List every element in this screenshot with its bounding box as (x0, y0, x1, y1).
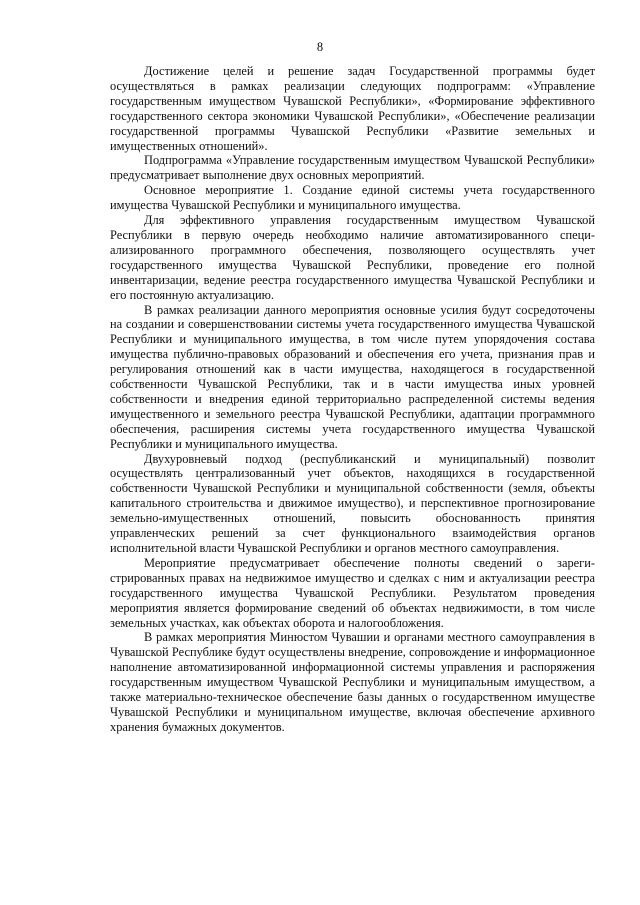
paragraph-two-level-approach: Двухуровневый подход (республиканский и муниципальный) позволит осуществлять централизованный учет объектов, находящихся в государственной собственности Чувашской Республики и муниципальной собственности (земля, объекты капитального строительства и движимое имущество), и перспективное прогнозирование земельно-имущественных отношений, повысить обоснованность принятия управленческих решений за счет функционального взаимодействия органов исполнительной власти Чувашской Республики и органов местного самоуправления. (110, 451, 595, 555)
page-number: 8 (316, 40, 324, 54)
paragraph-subprogram-intro: Подпрограмма «Управление государственным имуществом Чувашской Республики» предусматривает выполнение двух основных мероприятий. (110, 153, 595, 183)
paragraph-main-activity-1: Основное мероприятие 1. Создание единой системы учета государственного имущества Чувашской Республики и муниципального имущества. (110, 183, 595, 213)
paragraph-minjust-activity: В рамках мероприятия Минюстом Чувашии и органами местного самоуправления в Чувашской Республике будут осуществлены внедрение, сопровождение и информационное наполнение автоматизированной информационной системы управления и распоряжения государственным имуществом Чувашской Республики и муниципальным имуществом, а также материально-техническое обеспечение базы данных о государственном имуществе Чувашской Республики и муниципальном имуществе, включая обеспечение архивного хранения бумажных документов. (110, 630, 595, 734)
paragraph-activity-completeness: Мероприятие предусматривает обеспечение полноты сведений о зарегистрированных правах на недвижимое имущество и сделках с ним и актуализации реестра государственного имущества Чувашской Республики. Результатом проведения мероприятия является формирование сведений об объектах недвижимости, в том числе земельных участках, как объектах оборота и налогообложения. (110, 555, 595, 630)
document-body (110, 64, 595, 735)
paragraph-software-need: Для эффективного управления государственным имуществом Чувашской Республики в первую очередь необходимо наличие автоматизированного специализированного программного обеспечения, позволяющего осуществлять учет государственного имущества Чувашской Республики, проведение его полной инвентаризации, ведение реестра государственного имущества Чувашской Республики и его постоянную актуализацию. (110, 213, 595, 302)
paragraph-program-goals: Достижение целей и решение задач Государственной программы будет осуществляться в рамках реализации следующих подпрограмм: «Управление государственным имуществом Чувашской Республики», «Формирование эффективного государственного сектора экономики Чувашской Республики», «Обеспечение реализации государственной программы Чувашской Республики «Развитие земельных и имущественных отношений». (110, 64, 595, 153)
paragraph-implementation-efforts: В рамках реализации данного мероприятия основные усилия будут сосредоточены на создании и совершенствовании системы учета государственного имущества Чувашской Республики и муниципального имущества, в том числе путем упорядочения состава имущества публично-правовых образований и обеспечения его учета, признания прав и регулирования отношений как в части имущества, находящегося в государственной собственности Чувашской Республики, так и в части имущества иных уровней собственности и внедрения единой территориально распределенной системы ведения имущественного и земельного реестра Чувашской Республики, адаптации программного обеспечения, расширения системы учета государственного имущества Чувашской Республики и муниципального имущества. (110, 302, 595, 451)
